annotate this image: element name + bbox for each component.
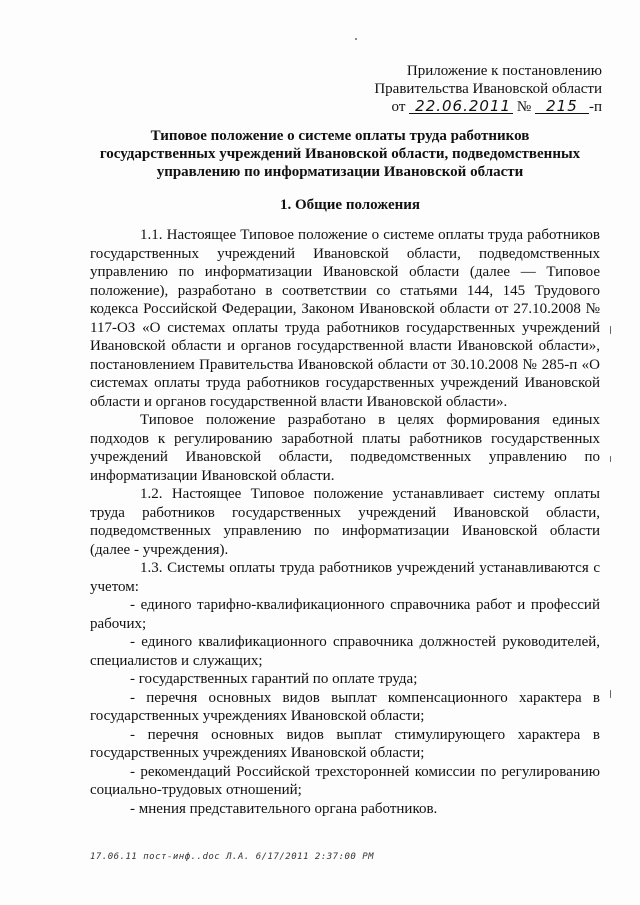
section-heading: 1. Общие положения <box>279 197 421 213</box>
title-line-1: Типовое положение о системе оплаты труда работников <box>150 128 530 144</box>
document-body <box>90 226 600 818</box>
list-item: - государственных гарантий по оплате труда; <box>130 671 418 687</box>
header-line-2: Правительства Ивановской области <box>374 81 602 97</box>
scan-speck <box>355 38 357 40</box>
list-item: - единого тарифно-квалификационного справочника работ и профессий рабочих; <box>90 597 600 632</box>
title-line-3: управлению по информатизации Ивановской области <box>156 164 524 180</box>
header-number-suffix: -п <box>588 99 602 115</box>
file-footer: 17.06.11 пост-инф..doc Л.А. 6/17/2011 2:37:00 PM <box>90 852 375 862</box>
scan-speck <box>610 326 611 334</box>
header-number-label: № <box>516 99 532 115</box>
paragraph-purpose: Типовое положение разработано в целях формирования единых подходов к регулированию заработной платы работников государственных учреждений Ивановской области, подведомственных управлению по информатизации Ивановской области. <box>90 412 600 484</box>
header-date-number-line <box>352 98 602 116</box>
header-line-1: Приложение к постановлению <box>406 63 602 79</box>
paragraph-1-3: 1.3. Системы оплаты труда работников учреждений устанавливаются с учетом: <box>90 560 600 595</box>
scan-speck <box>610 456 611 462</box>
scan-speck <box>610 690 611 698</box>
list-item: - рекомендаций Российской трехсторонней комиссии по регулированию социально-трудовых отношений; <box>90 763 600 798</box>
appendix-header <box>352 62 602 116</box>
handwritten-number: 215 <box>535 99 589 114</box>
handwritten-date: 22.06.2011 <box>409 99 513 114</box>
paragraph-1-2: 1.2. Настоящее Типовое положение устанавливает систему оплаты труда работников государственных учреждений Ивановской области, подведомственных управлению по информатизации Ивановской области (далее - учреждения). <box>90 486 600 558</box>
list-item: - перечня основных видов выплат компенсационного характера в государственных учреждениях Ивановской области; <box>90 689 600 724</box>
header-from-label: от <box>391 99 406 115</box>
list-item: - единого квалификационного справочника должностей руководителей, специалистов и служащих; <box>90 634 600 669</box>
list-item: - мнения представительного органа работников. <box>130 800 438 817</box>
list-item: - перечня основных видов выплат стимулирующего характера в государственных учреждениях Ивановской области; <box>90 726 600 761</box>
paragraph-1-1: 1.1. Настоящее Типовое положение о системе оплаты труда работников государственных учреждений Ивановской области, подведомственных управлению по информатизации Ивановской области (далее — Типовое положение), разработано в соответствии со статьями 144, 145 Трудового кодекса Российской Федерации, Законом Ивановской области от 27.10.2008 № 117-ОЗ «О системах оплаты труда работников государственных учреждений Ивановской области и органов государственной власти Ивановской области», постановлением Правительства Ивановской области от 30.10.2008 № 285-п «О системах оплаты труда работников государственных учреждений Ивановской области и органов государственной власти Ивановской области». <box>90 227 600 410</box>
document-title <box>80 127 600 181</box>
title-line-2: государственных учреждений Ивановской области, подведомственных <box>99 146 581 162</box>
